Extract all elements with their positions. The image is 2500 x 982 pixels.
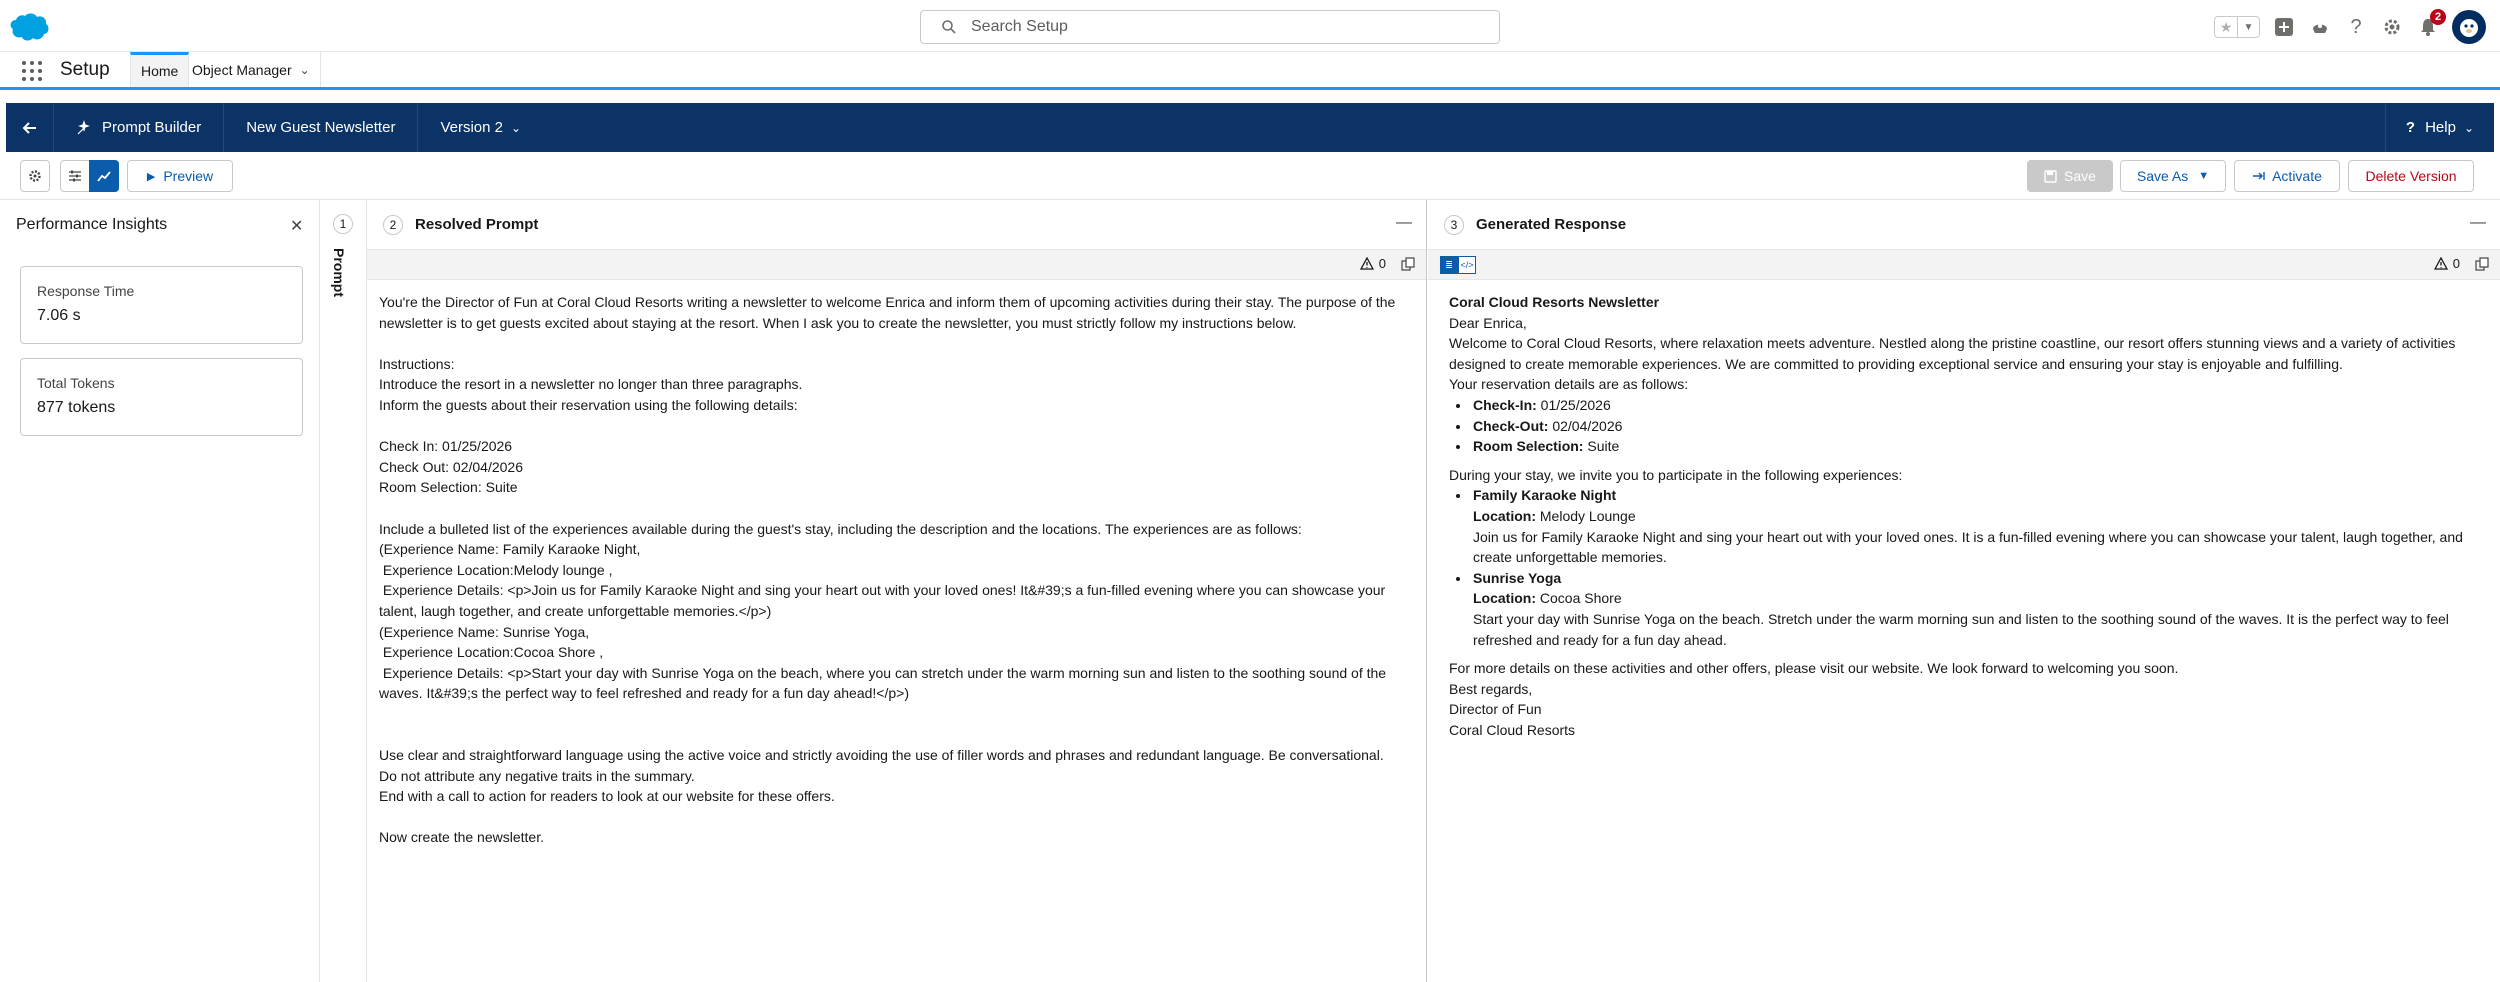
trailhead-icon[interactable] [2308,15,2332,39]
configuration-button[interactable] [60,160,90,192]
metric-label: Response Time [37,283,135,299]
code-view-icon[interactable]: </> [1458,256,1476,274]
closing-paragraph: For more details on these activities and other offers, please visit our website. We look forward to welcoming you soon. [1449,660,2179,677]
chevron-down-icon[interactable]: ▼ [2237,17,2259,37]
notification-badge: 2 [2430,9,2446,25]
delete-version-button[interactable] [2348,160,2474,192]
tab-object-manager-label: Object Manager [192,61,292,78]
preview-button[interactable] [127,160,233,192]
help-menu[interactable] [2385,103,2494,152]
toolbar [0,152,2500,200]
version-selector[interactable] [418,103,543,152]
waffle-icon[interactable] [22,61,42,81]
prompt-builder-bar [6,103,2494,152]
location-label: Location: [1473,507,1536,524]
save-as-button[interactable] [2120,160,2226,192]
list-item [1471,436,2488,457]
help-icon[interactable]: ? [2350,15,2362,38]
experience-location: Cocoa Shore [1536,590,1622,607]
star-icon[interactable]: ★ [2219,18,2233,35]
list-item [1471,395,2488,416]
performance-insights-title: Performance Insights [16,216,168,233]
generated-response-title: Generated Response [1476,216,1627,233]
app-navigation [0,52,2500,90]
play-icon: ▶ [146,170,156,183]
header-actions [2214,10,2486,44]
experience-details: Join us for Family Karaoke Night and sing your heart out with your loved ones. It is a fun-filled evening where you can showcase your talent, laugh together, and create unforgettable memories. [1473,528,2463,566]
search-setup-input[interactable] [971,18,1451,36]
prompt-rail-label: Prompt [331,248,347,297]
metric-value: 877 tokens [37,399,116,416]
metric-label: Total Tokens [37,375,115,391]
avatar[interactable] [2452,10,2486,44]
newsletter-title: Coral Cloud Resorts Newsletter [1449,294,1660,310]
tab-home-label: Home [141,63,179,79]
gear-icon [28,169,42,183]
save-button[interactable] [2027,160,2113,192]
prompt-builder-label: Prompt Builder [102,119,202,136]
back-arrow-icon [22,120,38,136]
template-name-label: New Guest Newsletter [246,119,396,136]
add-icon[interactable] [2272,15,2296,39]
list-item [1471,485,2488,567]
chevron-down-icon: ⌄ [510,120,522,135]
activate-label: Activate [2272,168,2322,184]
delete-version-label: Delete Version [2365,168,2457,184]
performance-insights-panel [0,200,320,982]
step-number: 1 [333,214,353,234]
minimize-icon[interactable]: — [1396,214,1412,231]
experience-name: Family Karaoke Night [1473,487,1617,504]
warning-icon [1360,257,1374,270]
response-time-card [20,266,303,344]
chevron-down-icon: ⌄ [2463,120,2474,135]
warning-icon [2434,257,2448,270]
minimize-icon[interactable]: — [2470,214,2486,231]
warnings-count[interactable] [2434,256,2460,271]
search-setup-input-wrapper[interactable] [920,10,1500,44]
resolved-prompt-header [367,200,1426,250]
generated-response-text [1428,280,2500,752]
resolved-prompt-subheader [367,250,1426,280]
performance-insights-button[interactable] [89,160,119,192]
experience-location: Melody Lounge [1536,507,1636,524]
back-button[interactable] [6,103,54,152]
reservation-label: Room Selection: [1473,438,1584,455]
step-number: 2 [383,215,403,235]
template-name [224,103,418,152]
reservation-value: Suite [1583,438,1620,455]
experiences-intro: During your stay, we invite you to participate in the following experiences: [1449,466,1903,483]
resolved-prompt-title: Resolved Prompt [415,216,539,233]
tab-home[interactable] [130,52,189,87]
generated-response-panel [1428,200,2500,982]
version-label: Version 2 [440,119,503,136]
list-item [1471,568,2488,650]
bell-icon[interactable] [2416,11,2442,39]
resolved-prompt-panel [367,200,1427,982]
reservation-value: 02/04/2026 [1548,417,1623,434]
cloud-logo-icon[interactable] [8,12,50,42]
experiences-list [1471,485,2488,650]
help-label: Help [2425,119,2456,136]
intro-paragraph: Welcome to Coral Cloud Resorts, where relaxation meets adventure. Nestled along the pristine coastline, our resort offers stunning views and a variety of activities designed to create memorable experiences. We are committed to providing exceptional service and ensuring your stay is enjoyable and fulfilling. [1449,335,2456,372]
gear-icon[interactable] [2380,15,2404,39]
activate-icon [2252,170,2266,182]
favorites-group[interactable] [2214,16,2260,38]
caret-down-icon: ▼ [2198,170,2210,182]
warnings-count-value: 0 [1378,256,1386,271]
chart-line-icon [97,169,111,183]
rich-text-view-icon[interactable]: ≣ [1440,256,1458,274]
tab-object-manager[interactable] [182,52,321,87]
reservation-list [1471,395,2488,457]
warnings-count[interactable] [1360,256,1386,271]
warnings-count-value: 0 [2452,256,2460,271]
experience-details: Start your day with Sunrise Yoga on the beach. Stretch under the warm morning sun and listen to the soothing sound of the waves. It is the perfect way to feel refreshed and ready for a fun day ahead. [1473,610,2449,648]
save-label: Save [2064,168,2096,184]
experience-name: Sunrise Yoga [1473,569,1562,586]
preview-label: Preview [163,168,214,184]
greeting: Dear Enrica, [1449,314,1527,331]
global-header [0,0,2500,52]
reservation-intro: Your reservation details are as follows: [1449,376,1689,393]
settings-button[interactable] [20,160,50,192]
help-icon: ? [2405,119,2416,136]
chevron-down-icon[interactable]: ⌄ [299,62,310,77]
step-number: 3 [1444,215,1464,235]
list-item [1471,416,2488,437]
sliders-icon [68,169,82,183]
prompt-builder-icon [76,120,92,136]
sender-title: Director of Fun [1449,701,1542,718]
resolved-prompt-text: You're the Director of Fun at Coral Cloud Resorts writing a newsletter to welcome Enrica and inform them of upcoming activities during their stay. The purpose of the newsletter is to get guests excited about staying at the resort. When I ask you to create the newsletter, you must strictly follow my instructions below. Instructions: Introduce the resort in a newsletter no longer than three paragraphs. Inform the guests about their reservation using the following details: Check In: 01/25/2026 Check Out: 02/04/2026 Room Selection: Suite Include a bulleted list of the experiences available during the guest's stay, including the description and the locations. The experiences are as follows: (Experience Name: Family Karaoke Night, Experience Location:Melody lounge , Experience Details: <p>Join us for Family Karaoke Night and sing your heart out with your loved ones! It&#39;s a fun-filled evening where you can showcase your talent, laugh together, and create unforgettable memories.</p>) (Experience Name: Sunrise Yoga, Experience Location:Cocoa Shore , Experience Details: <p>Start your day with Sunrise Yoga on the beach, where you can stretch under the warm morning sun and listen to the soothing sound of the waves. It&#39;s the perfect way to feel refreshed and ready for a fun day ahead!</p>) Use clear and straightforward language using the active voice and strictly avoiding the use of filler words and phrases and redundant language. Be conversational. Do not attribute any negative traits in the summary. End with a call to action for readers to look at our website for these offers. Now create the newsletter. [379,294,1396,846]
reservation-label: Check-In: [1473,396,1537,413]
generated-response-subheader [1428,250,2500,280]
reservation-value: 01/25/2026 [1536,396,1611,413]
activate-button[interactable] [2234,160,2340,192]
view-mode-toggle[interactable] [1440,256,1476,274]
sender-org: Coral Cloud Resorts [1449,721,1576,738]
copy-icon[interactable] [1401,257,1415,271]
generated-response-header [1428,200,2500,250]
prompt-builder-app[interactable] [54,103,224,152]
copy-icon[interactable] [2475,257,2489,271]
save-icon [2044,170,2057,183]
prompt-side-rail[interactable] [321,200,367,982]
search-icon [941,19,957,35]
app-name: Setup [60,59,110,80]
signoff: Best regards, [1449,680,1533,697]
close-icon[interactable]: ✕ [290,218,304,235]
location-label: Location: [1473,590,1536,607]
total-tokens-card [20,358,303,436]
save-as-label: Save As [2136,168,2189,184]
reservation-label: Check-Out: [1473,417,1549,434]
metric-value: 7.06 s [37,307,81,324]
